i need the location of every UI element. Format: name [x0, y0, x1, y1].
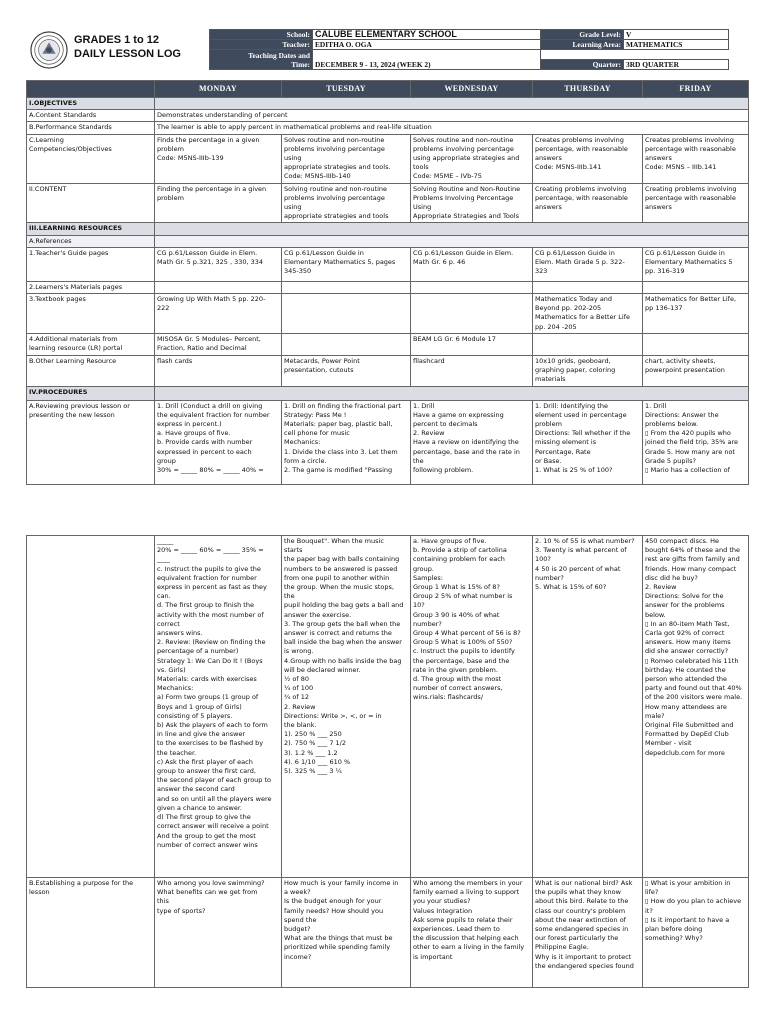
school-label: School: [210, 30, 313, 40]
log-row [27, 223, 749, 235]
cell-friday: Creates problems involving percentage with reasonable answers Code: M5NS – IIIb.141 [643, 134, 749, 183]
cell-thursday: Creating problems involving percentage, with reasonable answers [533, 183, 643, 223]
log-row [27, 294, 749, 334]
row-label: 1.Teacher's Guide pages [27, 247, 155, 281]
deped-seal-icon [30, 31, 68, 69]
cell-wednesday: Who among the members in your family earned a living to support you your studies? Values Integration Ask some pupils to relate their experiences. Lead them to the discussion that helping each other to earn a living in the family is important [411, 878, 533, 988]
log-row [27, 110, 749, 122]
day-tuesday: TUESDAY [282, 81, 411, 98]
cell-tuesday [282, 334, 411, 356]
cell-tuesday: Metacards, Power Point presentation, cutouts [282, 356, 411, 387]
quarter-label: Quarter: [541, 60, 624, 70]
cell-friday: chart, activity sheets, powerpoint presentation [643, 356, 749, 387]
log-row [27, 247, 749, 281]
row-label: I.OBJECTIVES [27, 98, 155, 110]
cell-tuesday [282, 281, 411, 293]
log-title [74, 33, 181, 61]
dates-label-1: Teaching Dates and [248, 50, 310, 60]
log-row [27, 134, 749, 183]
dates-value: DECEMBER 9 - 13, 2024 (WEEK 2) [313, 50, 541, 70]
log-row [27, 235, 749, 247]
row-label: A.Content Standards [27, 110, 155, 122]
cell-friday [643, 334, 749, 356]
log-row [27, 400, 749, 484]
row-span-text: Demonstrates understanding of percent [155, 110, 749, 122]
log-row [27, 98, 749, 110]
row-label: 2.Learners's Materials pages [27, 281, 155, 293]
row-span-text: The learner is able to apply percent in mathematical problems and real-life situation [155, 122, 749, 134]
area-label: Learning Area: [541, 40, 624, 50]
log-row [27, 386, 749, 400]
log-row [27, 281, 749, 293]
cell-wednesday [411, 281, 533, 293]
log-header [26, 29, 748, 70]
log-row [27, 536, 749, 878]
cell-wednesday: Solves routine and non-routine problems involving percentage using appropriate strategies and tools Code: M5ME – IVb-75 [411, 134, 533, 183]
day-wednesday: WEDNESDAY [411, 81, 533, 98]
title-line-2: DAILY LESSON LOG [74, 48, 181, 60]
cell-tuesday [282, 294, 411, 334]
title-line-1: GRADES 1 to 12 [74, 34, 159, 46]
cell-thursday [533, 334, 643, 356]
row-label: 4.Additional materials from learning resource (LR) portal [27, 334, 155, 356]
day-header-row [27, 81, 749, 98]
cell-monday: Growing Up With Math 5 pp. 220- 222 [155, 294, 282, 334]
cell-wednesday: fllashcard [411, 356, 533, 387]
school-value: CALUBE ELEMENTARY SCHOOL [313, 30, 541, 40]
grade-value: V [624, 30, 729, 40]
cell-monday: MISOSA Gr. 5 Modules– Percent, Fraction, Ratio and Decimal [155, 334, 282, 356]
cell-thursday: Mathematics Today and Beyond pp. 202-205 Mathematics for a Better Life pp. 204 -205 [533, 294, 643, 334]
cell-thursday: 10x10 grids, geoboard, graphing paper, coloring materials [533, 356, 643, 387]
info-table [209, 29, 729, 70]
cell-monday: 1. Drill (Conduct a drill on giving the equivalent fraction for number express in percent.) a. Have groups of five. b. Provide cards with number expressed in percent to each group 30% = _____ 80% = _____ 40% = [155, 400, 282, 484]
teacher-label: Teacher: [210, 40, 313, 50]
cell-monday [155, 281, 282, 293]
teacher-value: EDITHA O. OGA [313, 40, 541, 50]
page-one [0, 0, 768, 475]
cell-tuesday: How much is your family income in a week? Is the budget enough for your family needs? How should you spend the budget? What are the things that must be prioritized while spending family income? [282, 878, 411, 988]
cell-monday: Finds the percentage in a given problem Code: M5NS-IIIb-139 [155, 134, 282, 183]
cell-wednesday: BEAM LG Gr. 6 Module 17 [411, 334, 533, 356]
row-label: A.References [27, 235, 155, 247]
row-label [27, 536, 155, 878]
log-row [27, 878, 749, 988]
cell-friday: Mathematics for Better Life, pp 136-137 [643, 294, 749, 334]
row-label: B.Other Learning Resource [27, 356, 155, 387]
dates-label-2: Time: [291, 59, 310, 69]
cell-thursday: What is our national bird? Ask the pupils what they know about this bird. Relate to the class our country's problem about the near extinction of some endangered species in our forest particularly the Philippine Eagle. Why is it important to protect the endangered species found [533, 878, 643, 988]
cell-thursday [533, 281, 643, 293]
cell-monday: flash cards [155, 356, 282, 387]
cell-monday: _____ 20% = _____ 60% = _____ 35% = ____ c. Instruct the pupils to give the equivalent fraction for number express in percent as fast as they can. d. The first group to finish the activity with the most number of correct answers wins. 2. Review: (Review on finding the percentage of a number) Strategy 1: We Can Do It ! (Boys vs. Girls) Materials: cards with exercises Mechanics: a) Form two groups (1 group of Boys and 1 group of Girls) consisting of 5 players. b) Ask the players of each to form in line and give the answer to the exercises to be flashed by the teacher. c) Ask the first player of each group to answer the first card, the second player of each group to answer the second card and so on until all the players were given a chance to answer. d) The first group to give the correct answer will receive a point And the group to get the most number of correct answer wins [155, 536, 282, 878]
row-label: II.CONTENT [27, 183, 155, 223]
cell-tuesday: the Bouquet". When the music starts the paper bag with balls containing numbers to be answered is passed from one pupil to another within the group. When the music stops, the pupil holding the bag gets a ball and answer the exercise. 3. The group gets the ball when the answer is correct and returns the ball inside the bag when the answer is wrong. 4.Group with no balls inside the bag will be declared winner. ½ of 80 ¼ of 100 ¾ of 12 2. Review Directions: Write >, <, or = in the blank. 1). 250 % ___ 250 2). 750 % ___ 7 1/2 3). 1.2 % ___ 1.2 4). 6 1/10 ___ 610 % 5). 325 % ___ 3 ¼ [282, 536, 411, 878]
cell-wednesday: Solving Routine and Non-Routine Problems Involving Percentage Using Appropriate Strategies and Tools [411, 183, 533, 223]
log-row [27, 183, 749, 223]
cell-thursday: 1. Drill: Identifying the element used in percentage problem Directions: Tell whether if the missing element is Percentage, Rate or Base. 1. What is 25 % of 100? [533, 400, 643, 484]
cell-tuesday: CG p.61/Lesson Guide in Elementary Mathematics 5, pages 345-350 [282, 247, 411, 281]
cell-thursday: CG p.61/Lesson Guide in Elem. Math Grade 5 p. 322- 323 [533, 247, 643, 281]
page-two [0, 530, 768, 1024]
cell-friday: Creating problems involving percentage with reasonable answers [643, 183, 749, 223]
cell-wednesday: CG p.61/Lesson Guide in Elem. Math Gr. 6 p. 46 [411, 247, 533, 281]
day-monday: MONDAY [155, 81, 282, 98]
cell-wednesday [411, 294, 533, 334]
lesson-log-table-page-2 [26, 535, 749, 988]
lesson-log-table-page-1 [26, 80, 749, 485]
log-row [27, 122, 749, 134]
cell-tuesday: Solving routine and non-routine problems involving percentage using appropriate strategies and tools [282, 183, 411, 223]
quarter-value: 3RD QUARTER [624, 60, 729, 70]
cell-friday: CG p.61/Lesson Guide in Elementary Mathematics 5 pp. 316-319 [643, 247, 749, 281]
row-label: 3.Textbook pages [27, 294, 155, 334]
row-label: C.Learning Competencies/Objectives [27, 134, 155, 183]
cell-tuesday: Solves routine and non-routine problems involving percentage using appropriate strategies and tools. Code: M5NS-IIIb-140 [282, 134, 411, 183]
cell-friday: 1. Drill Directions: Answer the problems below. ▯ From the 420 pupils who joined the field trip, 35% are Grade 5. How many are not Grade 5 pupils? ▯ Mario has a collection of [643, 400, 749, 484]
row-label: B.Establishing a purpose for the lesson [27, 878, 155, 988]
cell-thursday: Creates problems involving percentage, with reasonable answers Code: M5NS-IIIb.141 [533, 134, 643, 183]
day-friday: FRIDAY [643, 81, 749, 98]
cell-tuesday: 1. Drill on finding the fractional part Strategy: Pass Me ! Materials: paper bag, plastic ball, cell phone for music Mechanics: 1. Divide the class into 3. Let them form a circle. 2. The game is modified "Passing [282, 400, 411, 484]
day-thursday: THURSDAY [533, 81, 643, 98]
cell-wednesday: 1. Drill Have a game on expressing percent to decimals 2. Review Have a review on identifying the percentage, base and the rate in the following problem. [411, 400, 533, 484]
cell-monday: Who among you love swimming? What benefits can we get from this type of sports? [155, 878, 282, 988]
cell-wednesday: a. Have groups of five. b. Provide a strip of cartolina containing problem for each group. Samples: Group 1 What is 15% of 8? Group 2 5% of what number is 10? Group 3 90 is 40% of what number? Group 4 What percent of 56 is 8? Group 5 What is 100% of 550? c. Instruct the pupils to identify the percentage, base and the rate in the given problem. d. The group with the most number of correct answers, wins.rials: flashcards/ [411, 536, 533, 878]
cell-monday: CG p.61/Lesson Guide in Elem. Math Gr. 5 p.321, 325 , 330, 334 [155, 247, 282, 281]
cell-thursday: 2. 10 % of 55 is what number? 3. Twenty is what percent of 100? 4 50 is 20 percent of what number? 5. What is 15% of 60? [533, 536, 643, 878]
row-label: IV.PROCEDURES [27, 386, 155, 400]
row-label: B.Performance Standards [27, 122, 155, 134]
row-label: III.LEARNING RESOURCES [27, 223, 155, 235]
area-value: MATHEMATICS [624, 40, 729, 50]
row-label: A.Reviewing previous lesson or presenting the new lesson [27, 400, 155, 484]
dates-label [210, 50, 313, 70]
cell-monday: Finding the percentage in a given problem [155, 183, 282, 223]
grade-label: Grade Level: [541, 30, 624, 40]
cell-friday [643, 281, 749, 293]
log-row [27, 356, 749, 387]
cell-friday: 450 compact discs. He bought 64% of these and the rest are gifts from family and friends. How many compact disc did he buy? 2. Review Directions: Solve for the answer for the problems below. ▯ In an 80-item Math Test, Carla got 92% of correct answers. How many items did she answer correctly? ▯ Romeo celebrated his 11th birthday. He counted the person who attended the party and found out that 40% of the 200 visitors were male. How many attendees are male? Original File Submitted and Formatted by DepEd Club Member - visit depedclub.com for more [643, 536, 749, 878]
log-row [27, 334, 749, 356]
cell-friday: ▯ What is your ambition in life? ▯ How do you plan to achieve it? ▯ Is it important to have a plan before doing something? Why? [643, 878, 749, 988]
